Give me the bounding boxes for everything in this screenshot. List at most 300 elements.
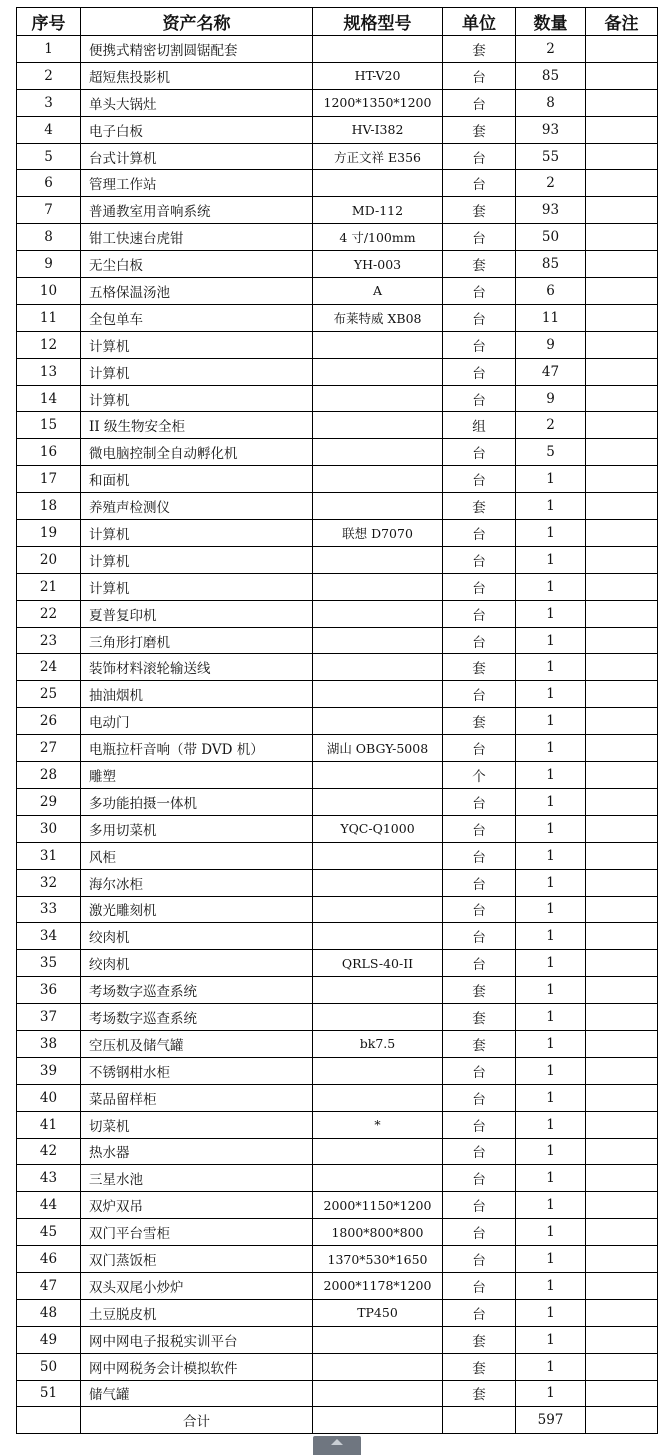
quantity-cell: 2 <box>516 170 586 197</box>
remarks-cell <box>586 896 658 923</box>
row-index-cell: 13 <box>17 358 81 385</box>
remarks-cell <box>586 923 658 950</box>
remarks-cell <box>586 520 658 547</box>
quantity-cell: 50 <box>516 224 586 251</box>
remarks-cell <box>586 1192 658 1219</box>
quantity-cell: 1 <box>516 977 586 1004</box>
total-unit-cell <box>443 1407 516 1434</box>
unit-cell: 套 <box>443 1004 516 1031</box>
remarks-cell <box>586 600 658 627</box>
asset-name-cell: 管理工作站 <box>81 170 313 197</box>
spec-model-cell <box>313 358 443 385</box>
remarks-cell <box>586 116 658 143</box>
row-index-cell: 14 <box>17 385 81 412</box>
remarks-cell <box>586 1219 658 1246</box>
spec-model-cell: 4 寸/100mm <box>313 224 443 251</box>
asset-name-cell: 双头双尾小炒炉 <box>81 1272 313 1299</box>
row-index-cell: 29 <box>17 788 81 815</box>
quantity-cell: 1 <box>516 869 586 896</box>
table-row <box>17 304 658 331</box>
quantity-cell: 1 <box>516 681 586 708</box>
table-row <box>17 116 658 143</box>
spec-model-cell: 联想 D7070 <box>313 520 443 547</box>
quantity-cell: 1 <box>516 950 586 977</box>
row-index-cell: 8 <box>17 224 81 251</box>
table-row <box>17 1084 658 1111</box>
table-row <box>17 1326 658 1353</box>
table-row <box>17 331 658 358</box>
spec-model-cell <box>313 36 443 63</box>
spec-model-cell: 方正文祥 E356 <box>313 143 443 170</box>
unit-cell: 套 <box>443 1380 516 1407</box>
remarks-cell <box>586 304 658 331</box>
remarks-cell <box>586 36 658 63</box>
remarks-cell <box>586 735 658 762</box>
asset-name-cell: 绞肉机 <box>81 950 313 977</box>
remarks-cell <box>586 1111 658 1138</box>
row-index-cell: 21 <box>17 573 81 600</box>
row-index-cell: 7 <box>17 197 81 224</box>
table-row <box>17 546 658 573</box>
quantity-cell: 1 <box>516 1192 586 1219</box>
total-remarks-cell <box>586 1407 658 1434</box>
table-row <box>17 1246 658 1273</box>
row-index-cell: 25 <box>17 681 81 708</box>
asset-name-cell: 网中网税务会计模拟软件 <box>81 1353 313 1380</box>
unit-cell: 台 <box>443 520 516 547</box>
header-index: 序号 <box>17 8 81 36</box>
remarks-cell <box>586 278 658 305</box>
row-index-cell: 10 <box>17 278 81 305</box>
unit-cell: 台 <box>443 600 516 627</box>
spec-model-cell <box>313 493 443 520</box>
quantity-cell: 1 <box>516 1057 586 1084</box>
remarks-cell <box>586 358 658 385</box>
row-index-cell: 28 <box>17 762 81 789</box>
remarks-cell <box>586 573 658 600</box>
spec-model-cell <box>313 1057 443 1084</box>
spec-model-cell: bk7.5 <box>313 1030 443 1057</box>
unit-cell: 台 <box>443 385 516 412</box>
scroll-to-top-button[interactable] <box>313 1436 361 1455</box>
spec-model-cell: TP450 <box>313 1299 443 1326</box>
header-spec: 规格型号 <box>313 8 443 36</box>
quantity-cell: 2 <box>516 412 586 439</box>
remarks-cell <box>586 869 658 896</box>
quantity-cell: 55 <box>516 143 586 170</box>
asset-name-cell: II 级生物安全柜 <box>81 412 313 439</box>
row-index-cell: 24 <box>17 654 81 681</box>
remarks-cell <box>586 950 658 977</box>
asset-name-cell: 电动门 <box>81 708 313 735</box>
spec-model-cell: HV-I382 <box>313 116 443 143</box>
quantity-cell: 1 <box>516 546 586 573</box>
spec-model-cell <box>313 762 443 789</box>
table-row <box>17 520 658 547</box>
table-row <box>17 708 658 735</box>
unit-cell: 台 <box>443 627 516 654</box>
spec-model-cell <box>313 546 443 573</box>
row-index-cell: 4 <box>17 116 81 143</box>
asset-name-cell: 考场数字巡查系统 <box>81 977 313 1004</box>
asset-name-cell: 普通教室用音响系统 <box>81 197 313 224</box>
table-row <box>17 815 658 842</box>
row-index-cell: 2 <box>17 62 81 89</box>
remarks-cell <box>586 62 658 89</box>
remarks-cell <box>586 1380 658 1407</box>
quantity-cell: 5 <box>516 439 586 466</box>
quantity-cell: 1 <box>516 493 586 520</box>
header-unit: 单位 <box>443 8 516 36</box>
row-index-cell: 40 <box>17 1084 81 1111</box>
remarks-cell <box>586 1299 658 1326</box>
quantity-cell: 8 <box>516 89 586 116</box>
spec-model-cell: 1200*1350*1200 <box>313 89 443 116</box>
table-row <box>17 1299 658 1326</box>
spec-model-cell: * <box>313 1111 443 1138</box>
header-asset-name: 资产名称 <box>81 8 313 36</box>
row-index-cell: 11 <box>17 304 81 331</box>
spec-model-cell: 2000*1178*1200 <box>313 1272 443 1299</box>
table-row <box>17 1219 658 1246</box>
asset-name-cell: 超短焦投影机 <box>81 62 313 89</box>
table-row <box>17 143 658 170</box>
spec-model-cell <box>313 385 443 412</box>
table-row <box>17 385 658 412</box>
spec-model-cell: 1370*530*1650 <box>313 1246 443 1273</box>
spec-model-cell <box>313 1353 443 1380</box>
asset-table <box>16 7 658 1434</box>
spec-model-cell <box>313 412 443 439</box>
quantity-cell: 1 <box>516 1138 586 1165</box>
spec-model-cell <box>313 788 443 815</box>
asset-name-cell: 计算机 <box>81 546 313 573</box>
table-row <box>17 842 658 869</box>
table-row <box>17 681 658 708</box>
unit-cell: 套 <box>443 708 516 735</box>
asset-name-cell: 双炉双吊 <box>81 1192 313 1219</box>
total-spec-cell <box>313 1407 443 1434</box>
unit-cell: 台 <box>443 869 516 896</box>
spec-model-cell <box>313 627 443 654</box>
table-row <box>17 36 658 63</box>
table-row <box>17 412 658 439</box>
asset-name-cell: 空压机及储气罐 <box>81 1030 313 1057</box>
table-row <box>17 1111 658 1138</box>
quantity-cell: 1 <box>516 735 586 762</box>
spec-model-cell <box>313 977 443 1004</box>
row-index-cell: 16 <box>17 439 81 466</box>
remarks-cell <box>586 681 658 708</box>
table-row <box>17 62 658 89</box>
asset-name-cell: 微电脑控制全自动孵化机 <box>81 439 313 466</box>
table-row <box>17 654 658 681</box>
spec-model-cell: 1800*800*800 <box>313 1219 443 1246</box>
quantity-cell: 9 <box>516 331 586 358</box>
asset-name-cell: 计算机 <box>81 358 313 385</box>
remarks-cell <box>586 1138 658 1165</box>
asset-name-cell: 便携式精密切割圆锯配套 <box>81 36 313 63</box>
total-row <box>17 1407 658 1434</box>
remarks-cell <box>586 708 658 735</box>
spec-model-cell <box>313 1004 443 1031</box>
table-row <box>17 1057 658 1084</box>
table-row <box>17 1272 658 1299</box>
remarks-cell <box>586 546 658 573</box>
quantity-cell: 1 <box>516 1326 586 1353</box>
remarks-cell <box>586 1004 658 1031</box>
asset-name-cell: 网中网电子报税实训平台 <box>81 1326 313 1353</box>
spec-model-cell: A <box>313 278 443 305</box>
asset-name-cell: 绞肉机 <box>81 923 313 950</box>
unit-cell: 台 <box>443 1219 516 1246</box>
unit-cell: 台 <box>443 950 516 977</box>
asset-name-cell: 电子白板 <box>81 116 313 143</box>
unit-cell: 台 <box>443 1138 516 1165</box>
asset-name-cell: 考场数字巡查系统 <box>81 1004 313 1031</box>
unit-cell: 台 <box>443 170 516 197</box>
unit-cell: 台 <box>443 896 516 923</box>
unit-cell: 台 <box>443 62 516 89</box>
remarks-cell <box>586 1326 658 1353</box>
row-index-cell: 39 <box>17 1057 81 1084</box>
unit-cell: 台 <box>443 1299 516 1326</box>
unit-cell: 台 <box>443 923 516 950</box>
table-row <box>17 735 658 762</box>
remarks-cell <box>586 1246 658 1273</box>
table-row <box>17 600 658 627</box>
spec-model-cell <box>313 708 443 735</box>
unit-cell: 套 <box>443 1353 516 1380</box>
quantity-cell: 11 <box>516 304 586 331</box>
row-index-cell: 43 <box>17 1165 81 1192</box>
unit-cell: 台 <box>443 466 516 493</box>
quantity-cell: 1 <box>516 1030 586 1057</box>
quantity-cell: 1 <box>516 923 586 950</box>
remarks-cell <box>586 197 658 224</box>
row-index-cell: 34 <box>17 923 81 950</box>
remarks-cell <box>586 412 658 439</box>
row-index-cell: 37 <box>17 1004 81 1031</box>
unit-cell: 台 <box>443 304 516 331</box>
asset-name-cell: 三星水池 <box>81 1165 313 1192</box>
quantity-cell: 1 <box>516 788 586 815</box>
remarks-cell <box>586 143 658 170</box>
table-row <box>17 627 658 654</box>
row-index-cell: 48 <box>17 1299 81 1326</box>
quantity-cell: 1 <box>516 466 586 493</box>
quantity-cell: 1 <box>516 1299 586 1326</box>
spec-model-cell <box>313 923 443 950</box>
table-row <box>17 788 658 815</box>
row-index-cell: 22 <box>17 600 81 627</box>
row-index-cell: 51 <box>17 1380 81 1407</box>
quantity-cell: 93 <box>516 197 586 224</box>
table-row <box>17 869 658 896</box>
row-index-cell: 49 <box>17 1326 81 1353</box>
asset-name-cell: 全包单车 <box>81 304 313 331</box>
remarks-cell <box>586 815 658 842</box>
row-index-cell: 42 <box>17 1138 81 1165</box>
spec-model-cell: HT-V20 <box>313 62 443 89</box>
total-index-cell <box>17 1407 81 1434</box>
unit-cell: 台 <box>443 331 516 358</box>
quantity-cell: 1 <box>516 815 586 842</box>
asset-name-cell: 养殖声检测仪 <box>81 493 313 520</box>
spec-model-cell <box>313 1084 443 1111</box>
quantity-cell: 6 <box>516 278 586 305</box>
remarks-cell <box>586 331 658 358</box>
asset-name-cell: 多功能拍摄一体机 <box>81 788 313 815</box>
asset-name-cell: 雕塑 <box>81 762 313 789</box>
table-body <box>17 36 658 1407</box>
row-index-cell: 19 <box>17 520 81 547</box>
unit-cell: 台 <box>443 1111 516 1138</box>
unit-cell: 台 <box>443 573 516 600</box>
spec-model-cell <box>313 1326 443 1353</box>
remarks-cell <box>586 224 658 251</box>
row-index-cell: 6 <box>17 170 81 197</box>
spec-model-cell: QRLS-40-II <box>313 950 443 977</box>
asset-name-cell: 电瓶拉杆音响（带 DVD 机） <box>81 735 313 762</box>
table-row <box>17 278 658 305</box>
spec-model-cell <box>313 654 443 681</box>
unit-cell: 台 <box>443 1246 516 1273</box>
unit-cell: 套 <box>443 36 516 63</box>
asset-name-cell: 台式计算机 <box>81 143 313 170</box>
chevron-up-icon <box>331 1439 343 1445</box>
asset-name-cell: 计算机 <box>81 573 313 600</box>
row-index-cell: 27 <box>17 735 81 762</box>
unit-cell: 台 <box>443 681 516 708</box>
quantity-cell: 9 <box>516 385 586 412</box>
remarks-cell <box>586 842 658 869</box>
table-row <box>17 573 658 600</box>
quantity-cell: 85 <box>516 251 586 278</box>
unit-cell: 台 <box>443 224 516 251</box>
row-index-cell: 18 <box>17 493 81 520</box>
row-index-cell: 12 <box>17 331 81 358</box>
asset-name-cell: 五格保温汤池 <box>81 278 313 305</box>
table-row <box>17 251 658 278</box>
spec-model-cell <box>313 1138 443 1165</box>
unit-cell: 台 <box>443 1272 516 1299</box>
row-index-cell: 15 <box>17 412 81 439</box>
row-index-cell: 38 <box>17 1030 81 1057</box>
remarks-cell <box>586 89 658 116</box>
row-index-cell: 35 <box>17 950 81 977</box>
row-index-cell: 47 <box>17 1272 81 1299</box>
remarks-cell <box>586 1030 658 1057</box>
unit-cell: 台 <box>443 788 516 815</box>
row-index-cell: 26 <box>17 708 81 735</box>
spec-model-cell <box>313 1380 443 1407</box>
spec-model-cell: YH-003 <box>313 251 443 278</box>
quantity-cell: 1 <box>516 654 586 681</box>
remarks-cell <box>586 385 658 412</box>
unit-cell: 台 <box>443 89 516 116</box>
asset-name-cell: 夏普复印机 <box>81 600 313 627</box>
row-index-cell: 5 <box>17 143 81 170</box>
row-index-cell: 9 <box>17 251 81 278</box>
unit-cell: 台 <box>443 1165 516 1192</box>
table-row <box>17 358 658 385</box>
unit-cell: 台 <box>443 358 516 385</box>
unit-cell: 台 <box>443 735 516 762</box>
quantity-cell: 1 <box>516 520 586 547</box>
quantity-cell: 1 <box>516 573 586 600</box>
unit-cell: 台 <box>443 546 516 573</box>
table-row <box>17 197 658 224</box>
unit-cell: 台 <box>443 143 516 170</box>
unit-cell: 套 <box>443 654 516 681</box>
asset-name-cell: 双门蒸饭柜 <box>81 1246 313 1273</box>
spec-model-cell <box>313 842 443 869</box>
remarks-cell <box>586 627 658 654</box>
spec-model-cell <box>313 896 443 923</box>
spec-model-cell <box>313 1165 443 1192</box>
remarks-cell <box>586 251 658 278</box>
unit-cell: 台 <box>443 1057 516 1084</box>
asset-name-cell: 和面机 <box>81 466 313 493</box>
remarks-cell <box>586 654 658 681</box>
spec-model-cell <box>313 466 443 493</box>
spec-model-cell: MD-112 <box>313 197 443 224</box>
asset-name-cell: 多用切菜机 <box>81 815 313 842</box>
asset-name-cell: 钳工快速台虎钳 <box>81 224 313 251</box>
spec-model-cell <box>313 573 443 600</box>
remarks-cell <box>586 788 658 815</box>
table-row <box>17 923 658 950</box>
quantity-cell: 1 <box>516 1111 586 1138</box>
asset-name-cell: 热水器 <box>81 1138 313 1165</box>
spec-model-cell <box>313 170 443 197</box>
quantity-cell: 1 <box>516 1353 586 1380</box>
table-row <box>17 224 658 251</box>
table-row <box>17 1138 658 1165</box>
quantity-cell: 1 <box>516 1272 586 1299</box>
spec-model-cell <box>313 439 443 466</box>
unit-cell: 套 <box>443 977 516 1004</box>
table-row <box>17 1380 658 1407</box>
asset-name-cell: 计算机 <box>81 520 313 547</box>
spec-model-cell: YQC-Q1000 <box>313 815 443 842</box>
row-index-cell: 20 <box>17 546 81 573</box>
row-index-cell: 17 <box>17 466 81 493</box>
remarks-cell <box>586 493 658 520</box>
row-index-cell: 3 <box>17 89 81 116</box>
table-row <box>17 170 658 197</box>
asset-name-cell: 风柜 <box>81 842 313 869</box>
table-row <box>17 1353 658 1380</box>
asset-name-cell: 计算机 <box>81 331 313 358</box>
row-index-cell: 41 <box>17 1111 81 1138</box>
quantity-cell: 47 <box>516 358 586 385</box>
table-row <box>17 950 658 977</box>
quantity-cell: 2 <box>516 36 586 63</box>
asset-name-cell: 不锈钢柑水柜 <box>81 1057 313 1084</box>
asset-name-cell: 单头大锅灶 <box>81 89 313 116</box>
quantity-cell: 1 <box>516 1004 586 1031</box>
quantity-cell: 1 <box>516 762 586 789</box>
spec-model-cell: 2000*1150*1200 <box>313 1192 443 1219</box>
remarks-cell <box>586 1353 658 1380</box>
remarks-cell <box>586 977 658 1004</box>
row-index-cell: 33 <box>17 896 81 923</box>
remarks-cell <box>586 466 658 493</box>
unit-cell: 台 <box>443 815 516 842</box>
asset-name-cell: 装饰材料滚轮输送线 <box>81 654 313 681</box>
